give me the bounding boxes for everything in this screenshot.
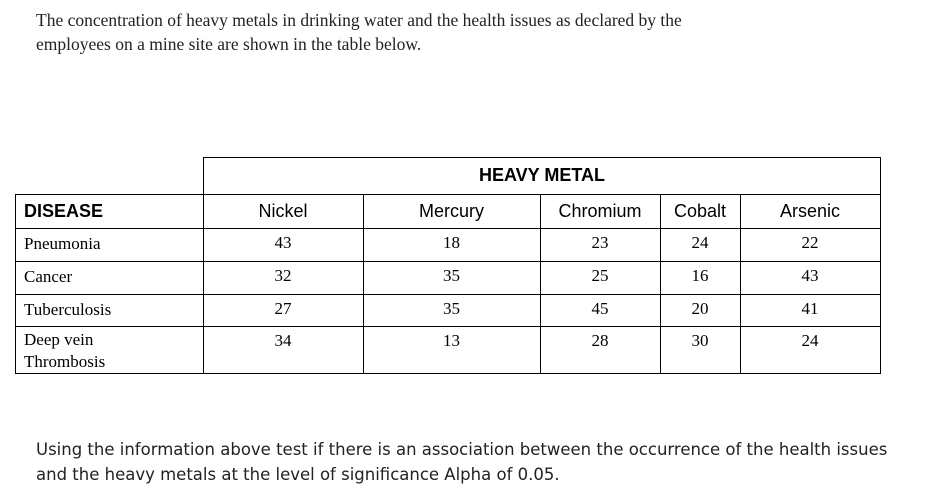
disease-cell: Pneumonia: [24, 234, 101, 253]
value-cell: 43: [801, 266, 819, 285]
column-header-nickel: Nickel: [258, 200, 308, 221]
question-line-2: and the heavy metals at the level of significance Alpha of 0.05.: [36, 465, 560, 484]
intro-line-1: The concentration of heavy metals in drinking water and the health issues as declared by the: [36, 10, 682, 30]
column-header-chromium: Chromium: [558, 200, 642, 221]
intro-line-2: employees on a mine site are shown in the table below.: [36, 34, 422, 54]
column-header-cobalt: Cobalt: [673, 200, 727, 221]
value-cell: 30: [691, 331, 709, 350]
problem-question: [36, 437, 916, 487]
value-cell: 41: [801, 299, 819, 318]
value-cell: 20: [691, 299, 709, 318]
disease-line-1: Deep vein: [24, 330, 94, 349]
value-cell: 32: [274, 266, 292, 285]
disease-cell: Tuberculosis: [24, 300, 112, 319]
disease-cell: [15, 326, 203, 373]
disease-header: DISEASE: [24, 200, 104, 221]
value-cell: 35: [443, 266, 460, 285]
column-header-mercury: Mercury: [418, 200, 484, 221]
heavy-metal-header: HEAVY METAL: [478, 165, 605, 185]
value-cell: 35: [443, 299, 460, 318]
value-cell: 28: [591, 331, 609, 350]
value-cell: 18: [443, 233, 460, 252]
value-cell: 27: [274, 299, 292, 318]
disease-line-2: Thrombosis: [24, 352, 106, 371]
value-cell: 24: [691, 233, 709, 252]
value-cell: 16: [691, 266, 709, 285]
value-cell: 22: [801, 233, 819, 252]
value-cell: 13: [443, 331, 460, 350]
value-cell: 23: [591, 233, 609, 252]
value-cell: 24: [801, 331, 819, 350]
value-cell: 45: [591, 299, 609, 318]
table-border-bottom: [15, 373, 881, 374]
column-header-arsenic: Arsenic: [779, 200, 841, 221]
disease-cell: Cancer: [24, 267, 73, 286]
value-cell: 25: [591, 266, 609, 285]
problem-intro: [36, 8, 856, 56]
value-cell: 43: [274, 233, 292, 252]
question-line-1: Using the information above test if there is an association between the occurrence of the health issues: [36, 440, 888, 459]
value-cell: 34: [274, 331, 292, 350]
